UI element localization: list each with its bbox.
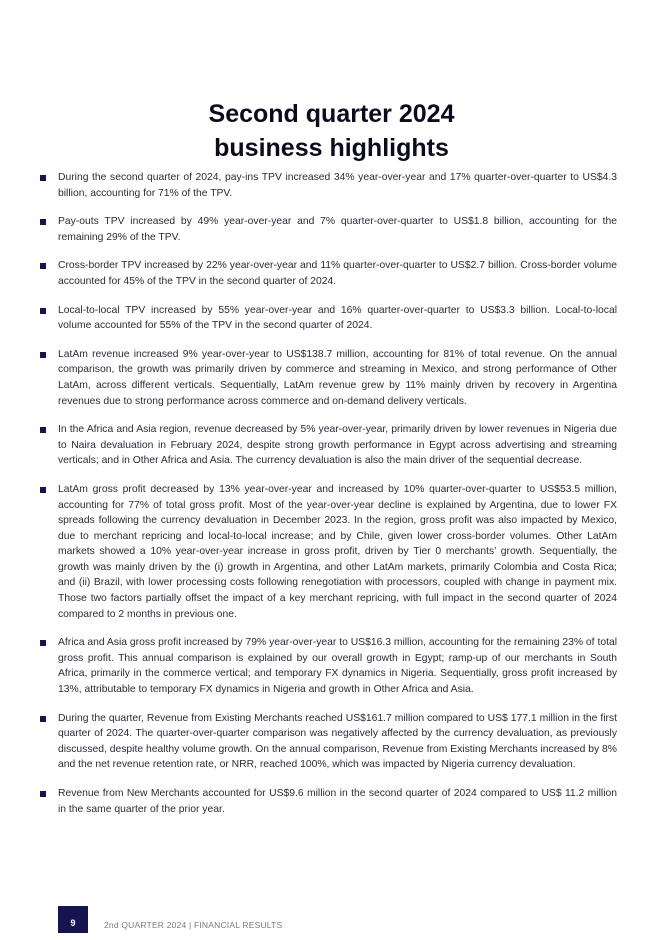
list-item [40,170,617,201]
list-item [40,482,617,622]
list-item-text: In the Africa and Asia region, revenue decreased by 5% year-over-year, primarily driven by lower revenues in Nigeria due to Naira devaluation in February 2024, despite strong growth performance in Egypt across advertising and streaming verticals; and in Other Africa and Asia. The currency devaluation is also the main driver of the sequential decrease. [58,424,617,467]
list-item-text: Africa and Asia gross profit increased by 79% year-over-year to US$16.3 million, accounting for the remaining 23% of total gross profit. This annual comparison is explained by our overall growth in Egypt; ramp-up of our merchants in South Africa, primarily in the commerce vertical; and temporary FX dynamics in Nigeria. Sequentially, gross profit increased by 13%, attributable to temporary FX dynamics in Nigeria and growth in Other Africa and Asia. [58,637,617,696]
list-item [40,422,617,469]
highlights-list [40,170,617,830]
list-item-text: Pay-outs TPV increased by 49% year-over-year and 7% quarter-over-quarter to US$1.8 billion, accounting for the remaining 29% of the TPV. [58,216,617,243]
list-item-text: Cross-border TPV increased by 22% year-over-year and 11% quarter-over-quarter to US$2.7 billion. Cross-border volume accounted for 45% of the TPV in the second quarter of 2024. [58,260,617,287]
square-bullet-icon [40,263,46,269]
list-item-text: LatAm revenue increased 9% year-over-year to US$138.7 million, accounting for 81% of total revenue. On the annual comparison, the growth was primarily driven by commerce and streaming in Mexico, and strong performance of Other LatAm, across different verticals. Sequentially, LatAm revenue grew by 11% mainly driven by recovery in Argentina revenues due to strong performance across commerce and on-demand delivery verticals. [58,348,617,407]
square-bullet-icon [40,308,46,314]
list-item-text: Local-to-local TPV increased by 55% year-over-year and 16% quarter-over-quarter to US$3.3 billion. Local-to-local volume accounted for 55% of the TPV in the second quarter of 2024. [58,304,617,332]
list-item-text: During the second quarter of 2024, pay-ins TPV increased 34% year-over-year and 17% quarter-over-quarter to US$4.3 billion, accounting for 71% of the TPV. [58,172,617,199]
square-bullet-icon [40,487,46,493]
title-line-1: Second quarter 2024 [208,99,455,128]
square-bullet-icon [40,716,46,722]
list-item-text: Revenue from New Merchants accounted for US$9.6 million in the second quarter of 2024 compared to US$ 11.2 million in the same quarter of the prior year. [58,788,617,815]
square-bullet-icon [40,427,46,433]
list-item [40,214,617,245]
page-title [0,97,663,165]
title-line-2: business highlights [214,133,449,162]
list-item-text: LatAm gross profit decreased by 13% year-over-year and increased by 10% quarter-over-quarter to US$53.5 million, accounting for 77% of total gross profit. Most of the year-over-year decline is explained by Argentina, due to lower FX spreads following the currency devaluation in December 2023. In the region, gross profit was also impacted by Mexico, due to merchant repricing and local-to-local increase; and by Chile, given lower cross-border volumes. Other LatAm markets showed a 10% year-over-year increase in gross profit, driven by Tier 0 merchants’ growth. Sequentially, the growth was mainly driven by the (i) growth in Argentina, and other LatAm markets, primarily Colombia and Costa Rica; and (ii) Brazil, with lower processing costs following renegotiation with processors, coupled with change in payment mix. Those two factors partially offset the impact of a key merchant repricing, with full impact in the second quarter of 2024 compared to 2 months in previous one. [58,483,617,620]
square-bullet-icon [40,352,46,358]
list-item [40,786,617,817]
footer-label: 2nd QUARTER 2024 | FINANCIAL RESULTS [104,920,283,930]
list-item-text: During the quarter, Revenue from Existing Merchants reached US$161.7 million compared to US$ 177.1 million in the first quarter of 2024. The quarter-over-quarter comparison was negatively affected by the currency devaluation, as previously discussed, despite healthy volume growth. On the annual comparison, Revenue from Existing Merchants increased by 8% and the net revenue retention rate, or NRR, reached 100%, which was impacted by Nigeria currency devaluation. [58,712,617,771]
square-bullet-icon [40,175,46,181]
square-bullet-icon [40,791,46,797]
list-item [40,347,617,409]
list-item [40,303,617,334]
page-number: 9 [58,906,88,933]
list-item [40,635,617,697]
list-item [40,711,617,773]
list-item [40,258,617,289]
square-bullet-icon [40,640,46,646]
square-bullet-icon [40,219,46,225]
